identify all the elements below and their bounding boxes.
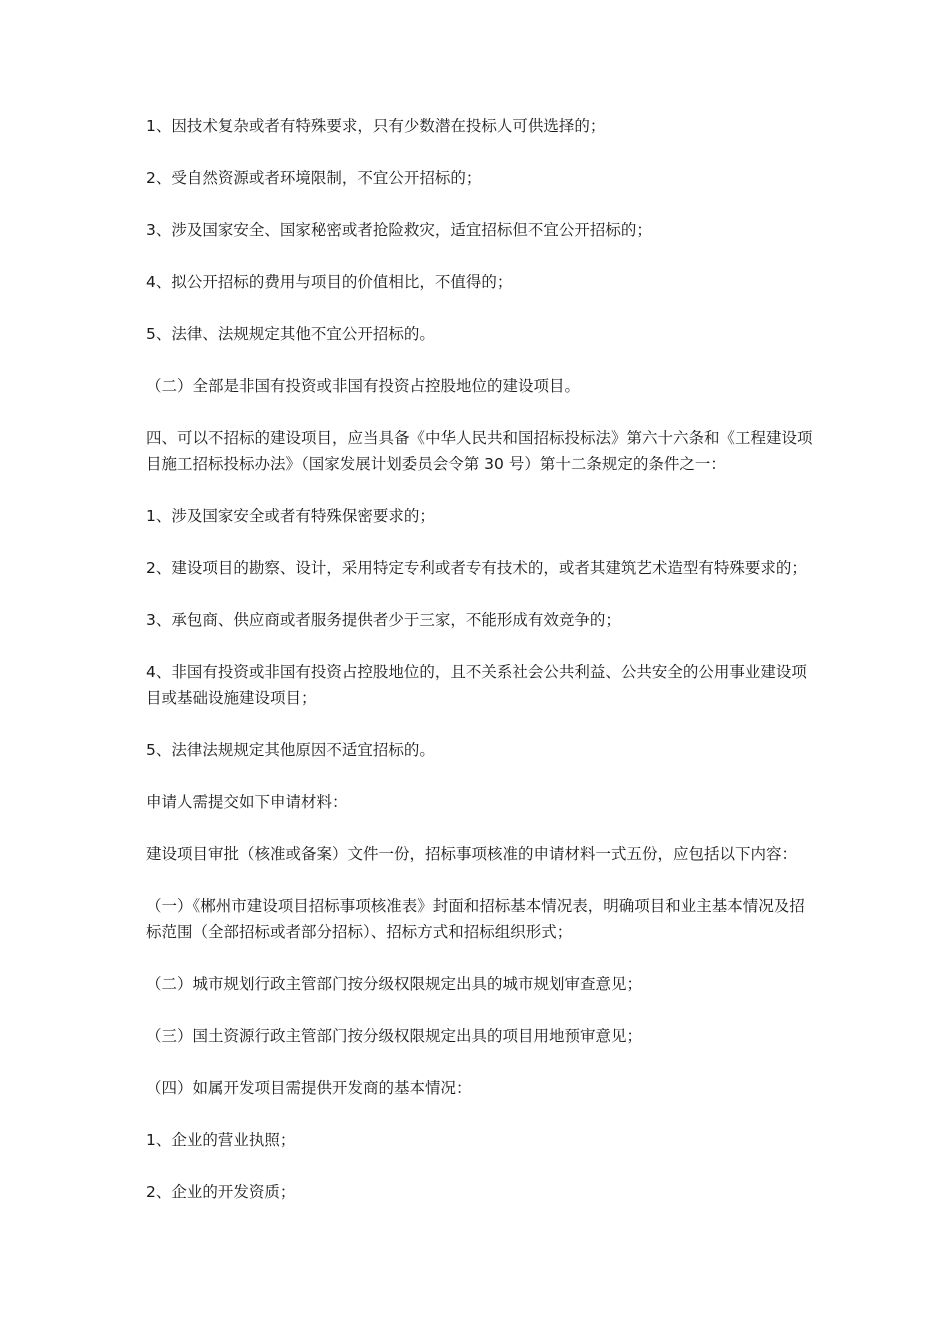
paragraph: 建设项目审批（核准或备案）文件一份，招标事项核准的申请材料一式五份，应包括以下内容：: [146, 845, 798, 863]
document-body: [146, 113, 816, 1231]
list-item: 5、法律、法规规定其他不宜公开招标的。: [146, 325, 435, 343]
list-item: 1、因技术复杂或者有特殊要求，只有少数潜在投标人可供选择的；: [146, 117, 606, 135]
list-item: 5、法律法规规定其他原因不适宜招标的。: [146, 741, 435, 759]
list-item: （四）如属开发项目需提供开发商的基本情况：: [146, 1079, 472, 1097]
list-item: 3、承包商、供应商或者服务提供者少于三家，不能形成有效竞争的；: [146, 611, 621, 629]
list-item: （一）《郴州市建设项目招标事项核准表》封面和招标基本情况表，明确项目和业主基本情况及招标范围（全部招标或者部分招标）、招标方式和招标组织形式；: [146, 897, 805, 941]
list-item: 1、企业的营业执照；: [146, 1131, 296, 1149]
section-heading: （二）全部是非国有投资或非国有投资占控股地位的建设项目。: [146, 377, 581, 395]
list-item: 4、非国有投资或非国有投资占控股地位的，且不关系社会公共利益、公共安全的公用事业建设项目或基础设施建设项目；: [146, 663, 807, 707]
list-item: 4、拟公开招标的费用与项目的价值相比，不值得的；: [146, 273, 513, 291]
section-heading: 四、可以不招标的建设项目，应当具备《中华人民共和国招标投标法》第六十六条和《工程建设项目施工招标投标办法》（国家发展计划委员会令第 30 号）第十二条规定的条件之一：: [146, 429, 813, 473]
list-item: 2、受自然资源或者环境限制，不宜公开招标的；: [146, 169, 482, 187]
list-item: 2、建设项目的勘察、设计，采用特定专利或者专有技术的，或者其建筑艺术造型有特殊要求的；: [146, 559, 807, 577]
list-item: （二）城市规划行政主管部门按分级权限规定出具的城市规划审查意见；: [146, 975, 643, 993]
list-item: 2、企业的开发资质；: [146, 1183, 296, 1201]
list-item: 1、涉及国家安全或者有特殊保密要求的；: [146, 507, 435, 525]
list-item: （三）国土资源行政主管部门按分级权限规定出具的项目用地预审意见；: [146, 1027, 643, 1045]
paragraph: 申请人需提交如下申请材料：: [146, 793, 348, 811]
list-item: 3、涉及国家安全、国家秘密或者抢险救灾，适宜招标但不宜公开招标的；: [146, 221, 652, 239]
